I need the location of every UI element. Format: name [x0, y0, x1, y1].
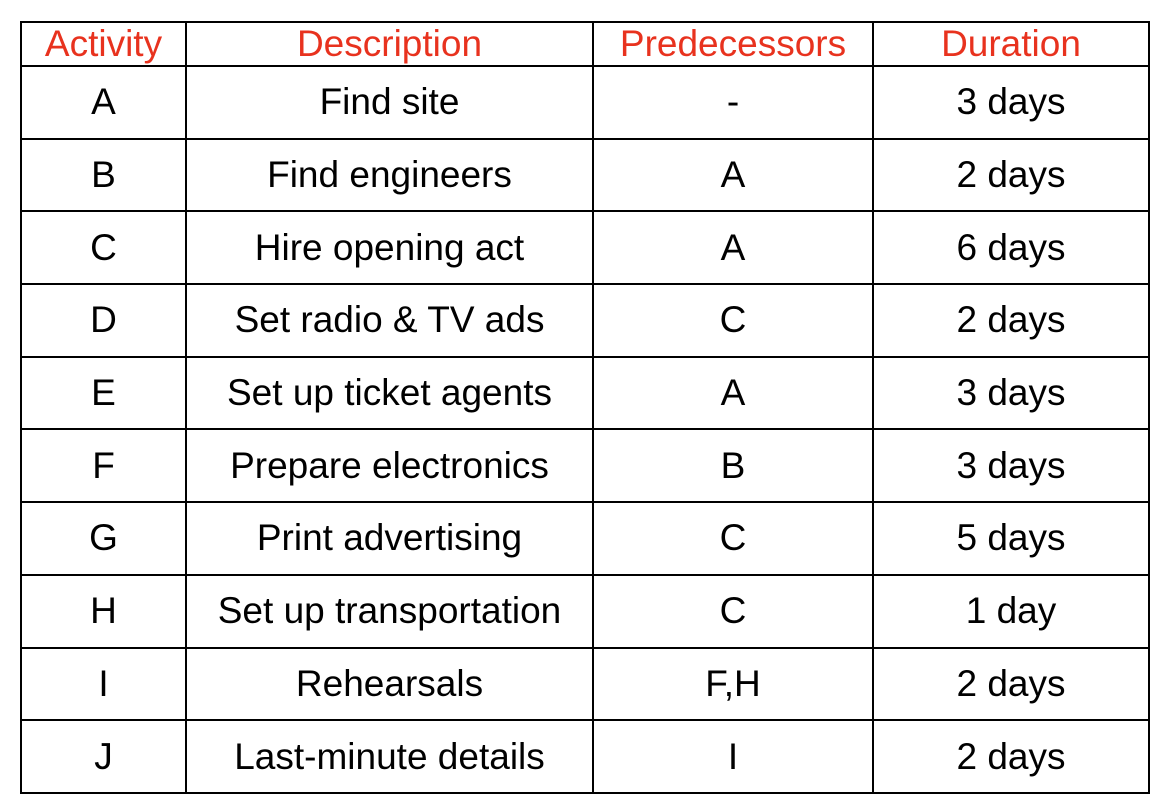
table-row — [21, 211, 1149, 284]
cell-duration: 2 days — [873, 284, 1149, 357]
table-row — [21, 648, 1149, 721]
table-row — [21, 429, 1149, 502]
cell-predecessors: - — [593, 66, 873, 139]
header-predecessors: Predecessors — [593, 22, 873, 66]
cell-duration: 3 days — [873, 357, 1149, 430]
table-row — [21, 720, 1149, 793]
cell-activity: H — [21, 575, 186, 648]
cell-duration: 2 days — [873, 720, 1149, 793]
cell-duration: 2 days — [873, 648, 1149, 721]
table-row — [21, 357, 1149, 430]
table-row — [21, 575, 1149, 648]
cell-description: Set up ticket agents — [186, 357, 593, 430]
cell-description: Set radio & TV ads — [186, 284, 593, 357]
cell-predecessors: A — [593, 211, 873, 284]
table-row — [21, 139, 1149, 212]
cell-activity: B — [21, 139, 186, 212]
cell-predecessors: B — [593, 429, 873, 502]
table-header-row — [21, 22, 1149, 66]
cell-duration: 5 days — [873, 502, 1149, 575]
cell-description: Set up transportation — [186, 575, 593, 648]
cell-predecessors: C — [593, 502, 873, 575]
cell-description: Hire opening act — [186, 211, 593, 284]
cell-description: Last-minute details — [186, 720, 593, 793]
cell-predecessors: I — [593, 720, 873, 793]
cell-duration: 3 days — [873, 429, 1149, 502]
cell-activity: D — [21, 284, 186, 357]
cell-duration: 1 day — [873, 575, 1149, 648]
cell-activity: J — [21, 720, 186, 793]
table-row — [21, 502, 1149, 575]
cell-description: Print advertising — [186, 502, 593, 575]
cell-duration: 3 days — [873, 66, 1149, 139]
cell-predecessors: C — [593, 284, 873, 357]
cell-activity: F — [21, 429, 186, 502]
cell-description: Rehearsals — [186, 648, 593, 721]
cell-predecessors: F,H — [593, 648, 873, 721]
header-activity: Activity — [21, 22, 186, 66]
cell-predecessors: A — [593, 139, 873, 212]
activity-table — [20, 21, 1150, 794]
cell-activity: G — [21, 502, 186, 575]
cell-activity: I — [21, 648, 186, 721]
cell-description: Prepare electronics — [186, 429, 593, 502]
cell-duration: 2 days — [873, 139, 1149, 212]
cell-predecessors: C — [593, 575, 873, 648]
header-duration: Duration — [873, 22, 1149, 66]
cell-activity: A — [21, 66, 186, 139]
cell-predecessors: A — [593, 357, 873, 430]
table-row — [21, 66, 1149, 139]
cell-description: Find site — [186, 66, 593, 139]
header-description: Description — [186, 22, 593, 66]
cell-description: Find engineers — [186, 139, 593, 212]
cell-duration: 6 days — [873, 211, 1149, 284]
cell-activity: C — [21, 211, 186, 284]
table-row — [21, 284, 1149, 357]
cell-activity: E — [21, 357, 186, 430]
